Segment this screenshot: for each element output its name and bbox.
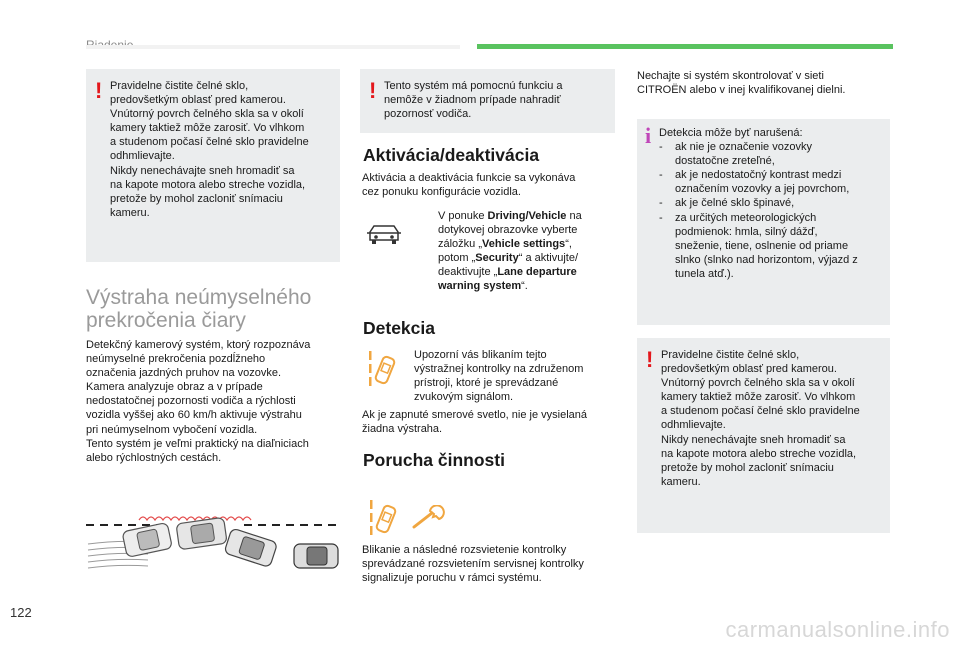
service-wrench-icon [410, 505, 450, 531]
header-divider [86, 45, 460, 49]
section-title-detection: Detekcia [363, 318, 435, 338]
car-ghost-right [224, 528, 278, 568]
header-accent-bar [477, 44, 893, 49]
menu-text-5: “. [521, 280, 528, 293]
section-title-lane-departure: Výstraha neúmyselného prekročenia čiary [86, 286, 312, 332]
lane-warning-lamp-icon [368, 498, 398, 538]
warning-icon: ! [646, 347, 654, 372]
list-item: - za určitých meteorologických podmienok: hmla, silný dážď, sneženie, tiene, oslnenie od priame slnko (slnko nad horizontom, výjazd z tunela atď.). [659, 211, 858, 280]
service-check-text: Nechajte si systém skontrolovať v sieti CITROËN alebo v inej kvalifikovanej dielni. [637, 70, 846, 97]
car-ghost-left [122, 522, 172, 557]
menu-path-driving-vehicle: Driving/Vehicle [487, 210, 567, 222]
detection-note: Ak je zapnuté smerové svetlo, nie je vysielaná žiadna výstraha. [362, 409, 588, 436]
warning-box-windscreen [637, 338, 890, 533]
fault-description: Blikanie a následné rozsvietenie kontrolky sprevádzané rozsvietením servisnej kontrolky signalizuje poruchu v rámci systému. [362, 544, 584, 585]
info-icon: i [645, 123, 652, 148]
menu-path-security: Security [475, 252, 519, 265]
menu-text-1: V ponuke [438, 210, 488, 222]
list-item: - ak je čelné sklo špinavé, [659, 197, 795, 210]
warning-text: Pravidelne čistite čelné sklo, predovšetkým oblasť pred kamerou. Vnútorný povrch čelného skla sa v okolí kamery taktiež môže zarosiť. Vo vlhkom a studenom počasí čelné sklo pravidelne odhmlievajte. Nikdy nenechávajte sneh hromadiť sa na kapote motora alebo streche vozidla, pretože by mohol zacloniť snímaciu kameru. [110, 80, 309, 219]
menu-path-lane-departure: Lane departure warning system [438, 266, 577, 293]
warning-icon: ! [95, 78, 103, 103]
departure-wave [139, 517, 251, 520]
info-heading: Detekcia môže byť narušená: [659, 127, 803, 139]
list-item: - ak nie je označenie vozovky dostatočne zreteľné, [659, 141, 812, 168]
page-number: 122 [10, 605, 32, 620]
warning-box-assist [360, 69, 615, 133]
car-icon [294, 544, 338, 568]
info-content [659, 126, 887, 281]
lane-warning-lamp-icon [367, 349, 397, 389]
lane-departure-description: Detekčný kamerový systém, ktorý rozpoznáva neúmyselné prekročenia pozdĺžneho označenia jazdných pruhov na vozovke. Kamera analyzuje obraz a v prípade nedostatočnej pozornosti vodiča a rýchlosti vozidla vyššej ako 60 km/h aktivuje výstrahu pri neúmyselnom vybočení vozidla. Tento systém je veľmi praktický na diaľniciach alebo rýchlostných cestách. [86, 339, 311, 464]
section-title-activation: Aktivácia/deaktivácia [363, 145, 540, 165]
list-item: - ak je nedostatočný kontrast medzi označením vozovky a jej povrchom, [659, 169, 850, 196]
watermark: carmanualsonline.info [725, 617, 950, 642]
menu-instructions [438, 209, 618, 294]
menu-text-3: “, potom „ [438, 238, 572, 265]
warning-icon: ! [369, 78, 377, 103]
activation-description: Aktivácia a deaktivácia funkcie sa vykonáva cez ponuku konfigurácie vozidla. [362, 172, 576, 199]
car-ghost-middle [176, 517, 227, 549]
section-title-fault: Porucha činnosti [363, 450, 505, 470]
detection-text: Upozorní vás blikaním tejto výstražnej kontrolky na združenom prístroji, ktoré je sprevádzané zvukovým signálom. [414, 349, 584, 404]
vehicle-settings-icon [366, 223, 402, 245]
menu-text-2: na dotykovej obrazovke vyberte záložku „ [438, 210, 582, 251]
warning-text: Pravidelne čistite čelné sklo, predovšetkým oblasť pred kamerou. Vnútorný povrch čelného skla sa v okolí kamery taktiež môže zarosiť. Vo vlhkom a studenom počasí čelné sklo pravidelne odhmlievajte. Nikdy nenechávajte sneh hromadiť sa na kapote motora alebo streche vozidla, pretože by mohol zacloniť snímaciu kameru. [661, 349, 860, 488]
menu-path-vehicle-settings: Vehicle settings [482, 238, 566, 251]
warning-text: Tento systém má pomocnú funkciu a nemôže v žiadnom prípade nahradiť pozornosť vodiča. [384, 80, 563, 121]
lane-departure-illustration [84, 498, 342, 578]
menu-text-4: “ a aktivujte/ deaktivujte „ [438, 252, 579, 279]
warning-box-camera [86, 69, 340, 262]
info-box-detection-limits [637, 119, 890, 325]
